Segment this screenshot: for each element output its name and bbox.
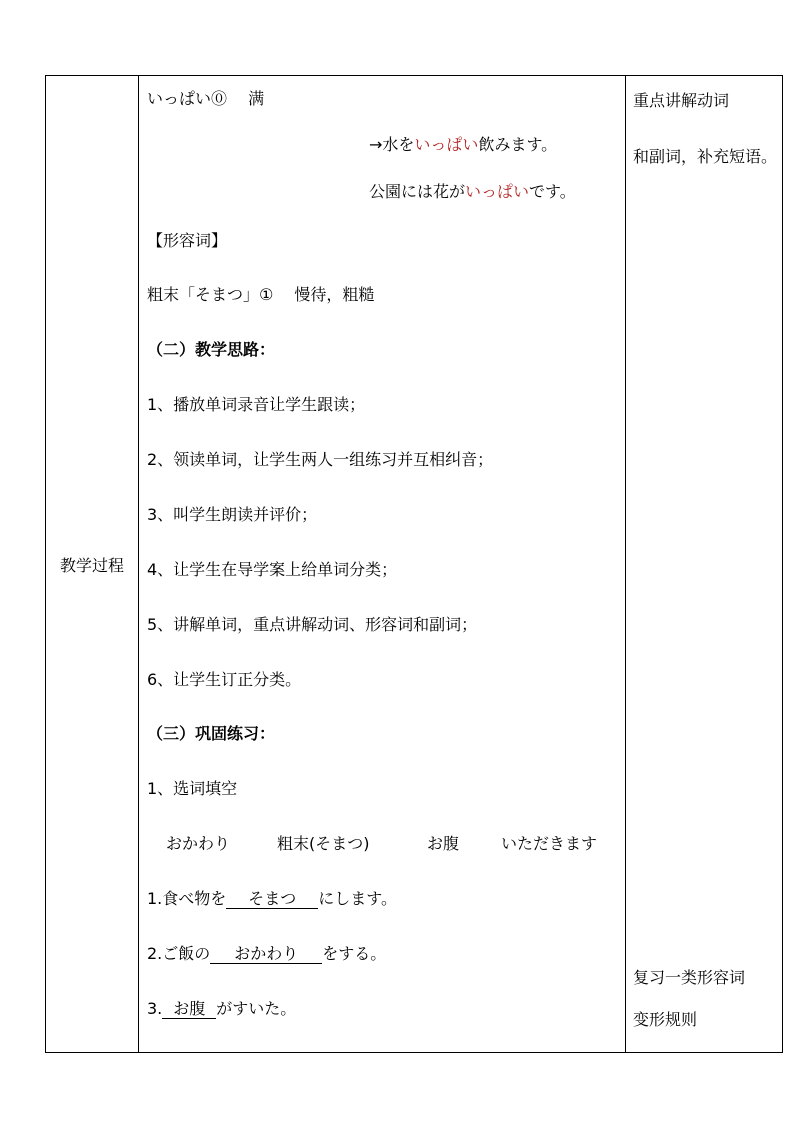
word-choice: 粗末(そまつ) (277, 834, 370, 853)
vocab-ippai: いっぱい⓪ 满 (147, 89, 265, 108)
note-text: 重点讲解动词 (633, 91, 730, 110)
example-sentence-1: →水をいっぱい飲みます。 (369, 135, 558, 154)
answer-blank: そまつ (226, 890, 318, 909)
word-choice: いただきます (501, 834, 598, 853)
section-practice: （三）巩固练习： (147, 724, 276, 743)
vocab-somatsu: 粗末「そまつ」① 慢待，粗糙 (147, 285, 375, 304)
step-item: 2、领读单词，让学生两人一组练习并互相纠音； (147, 450, 494, 469)
example-sentence-2: 公園には花がいっぱいです。 (369, 182, 576, 201)
word-choice: お腹 (427, 834, 460, 853)
step-item: 3、叫学生朗读并评价； (147, 505, 318, 524)
row-label-text: 教学过程 (59, 555, 124, 575)
column-divider (625, 76, 626, 1052)
adjective-heading: 【形容词】 (147, 231, 228, 250)
fill-blank-question-2: 2.ご飯の おかわり をする。 (147, 944, 387, 963)
note-text: 复习一类形容词 (633, 968, 746, 987)
answer-blank: おかわり (210, 945, 322, 964)
fill-blank-question-3: 3. お腹 がすいた。 (147, 999, 297, 1018)
step-item: 5、讲解单词，重点讲解动词、形容词和副词； (147, 615, 478, 634)
column-divider (138, 76, 139, 1052)
exercise-heading: 1、选词填空 (147, 779, 238, 798)
note-text: 变形规则 (633, 1010, 698, 1029)
step-item: 6、让学生订正分类。 (147, 670, 302, 689)
lesson-table (45, 75, 783, 1053)
step-item: 4、让学生在导学案上给单词分类； (147, 560, 398, 579)
note-text: 和副词，补充短语。 (633, 147, 778, 166)
fill-blank-question-1: 1.食べ物を そまつ にします。 (147, 889, 398, 908)
row-label (46, 76, 138, 1052)
answer-blank: お腹 (162, 1000, 216, 1019)
word-choice: おかわり (166, 834, 231, 853)
section-teaching-ideas: （二）教学思路： (147, 340, 276, 359)
step-item: 1、播放单词录音让学生跟读； (147, 395, 366, 414)
